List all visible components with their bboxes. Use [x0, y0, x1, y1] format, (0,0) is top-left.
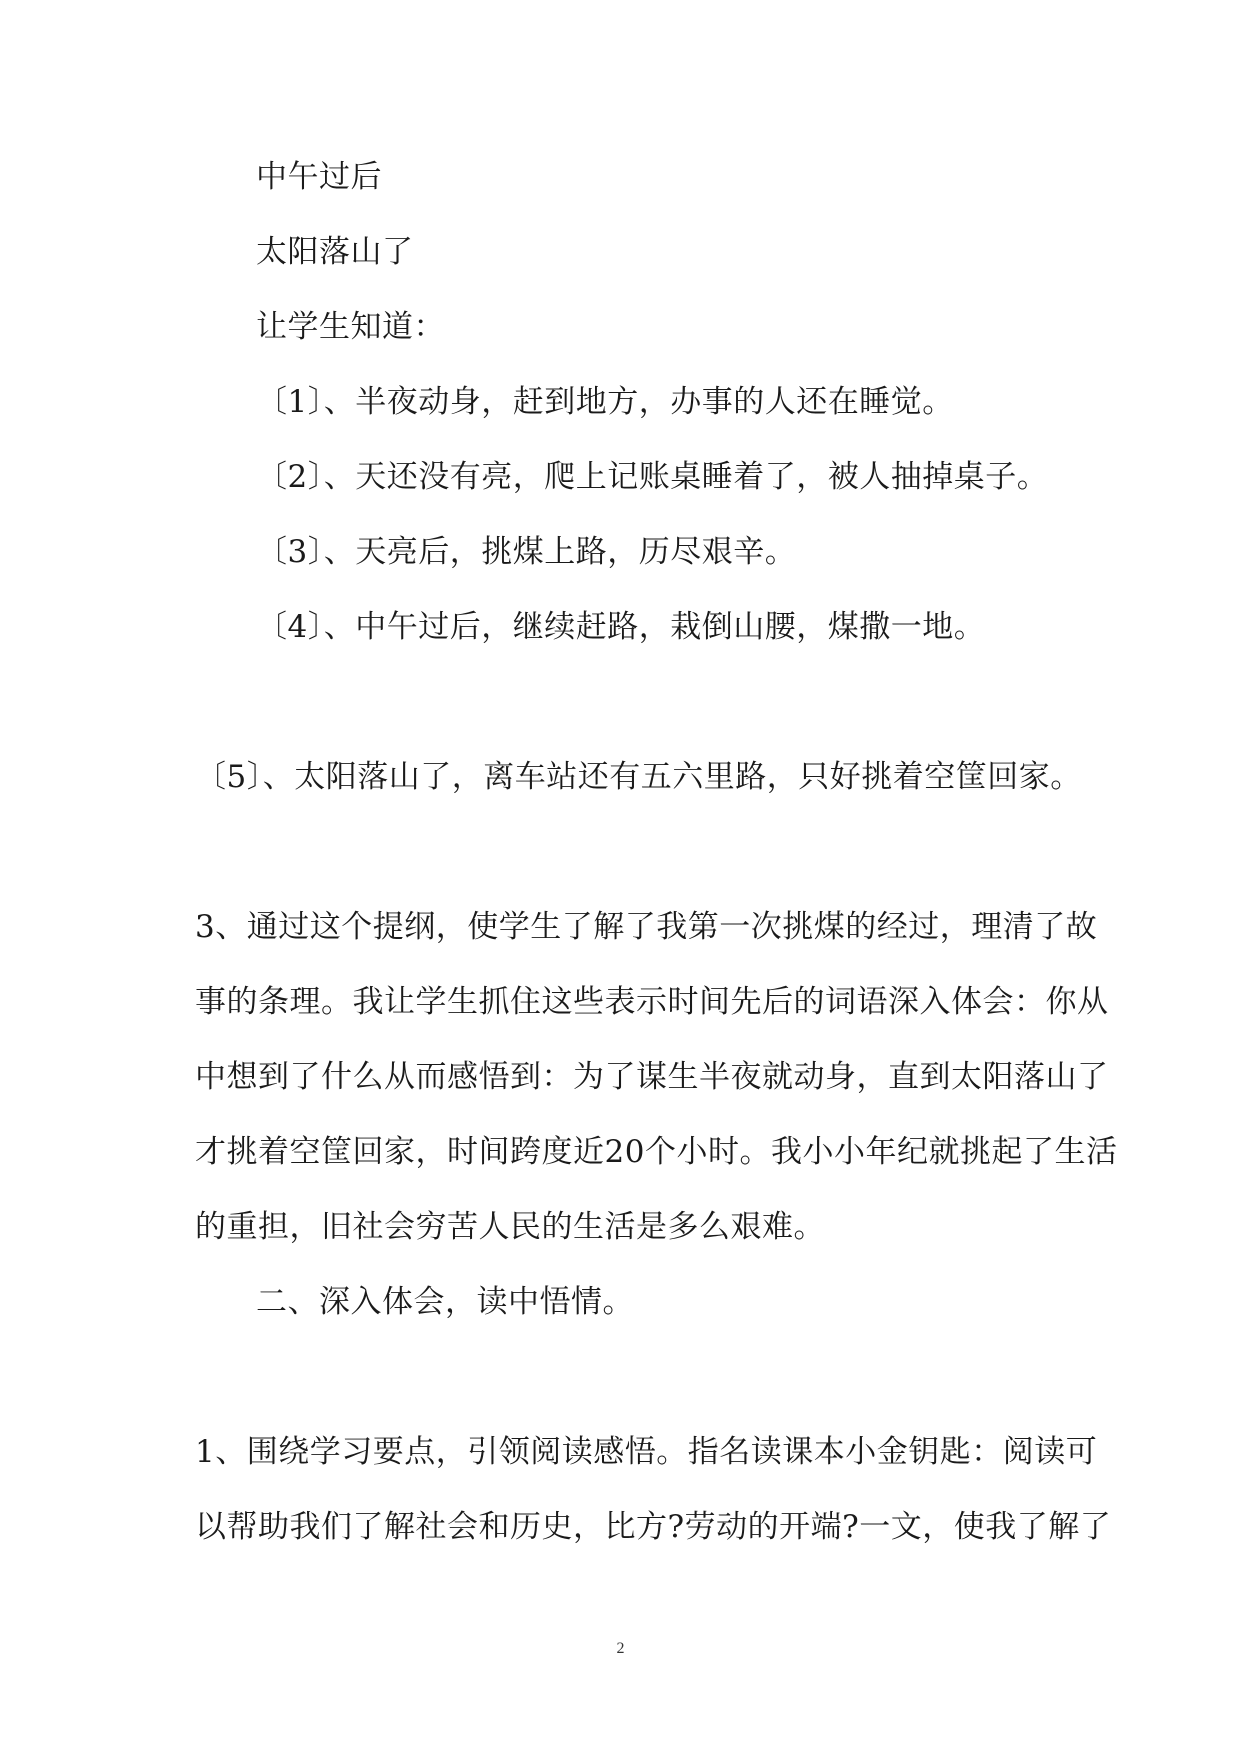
paragraph-line: 中想到了什么从而感悟到：为了谋生半夜就动身，直到太阳落山了: [195, 1059, 1109, 1095]
paragraph-line: 以帮助我们了解社会和历史，比方?劳动的开端?一文，使我了解了: [195, 1509, 1112, 1545]
outline-heading-noon: 中午过后: [256, 159, 382, 195]
outline-item-3: 〔3〕、天亮后，挑煤上路，历尽艰辛。: [256, 534, 797, 570]
paragraph-line: 1、围绕学习要点，引领阅读感悟。指名读课本小金钥匙：阅读可: [195, 1434, 1098, 1470]
page-number: 2: [616, 1640, 625, 1657]
outline-item-5: 〔5〕、太阳落山了，离车站还有五六里路，只好挑着空筐回家。: [195, 759, 1082, 795]
paragraph-line: 的重担，旧社会穷苦人民的生活是多么艰难。: [195, 1209, 825, 1245]
paragraph-line: 3、通过这个提纲，使学生了解了我第一次挑煤的经过，理清了故: [195, 909, 1098, 945]
paragraph-line: 事的条理。我让学生抓住这些表示时间先后的词语深入体会：你从: [195, 984, 1109, 1020]
paragraph-line: 才挑着空筐回家，时间跨度近20个小时。我小小年纪就挑起了生活: [195, 1134, 1118, 1170]
outline-item-2: 〔2〕、天还没有亮，爬上记账桌睡着了，被人抽掉桌子。: [256, 459, 1049, 495]
instruction-line: 让学生知道：: [256, 309, 445, 345]
outline-heading-sunset: 太阳落山了: [256, 234, 414, 270]
section-heading: 二、深入体会，读中悟情。: [256, 1284, 634, 1320]
outline-item-4: 〔4〕、中午过后，继续赶路，栽倒山腰，煤撒一地。: [256, 609, 986, 645]
outline-item-1: 〔1〕、半夜动身，赶到地方，办事的人还在睡觉。: [256, 384, 954, 420]
